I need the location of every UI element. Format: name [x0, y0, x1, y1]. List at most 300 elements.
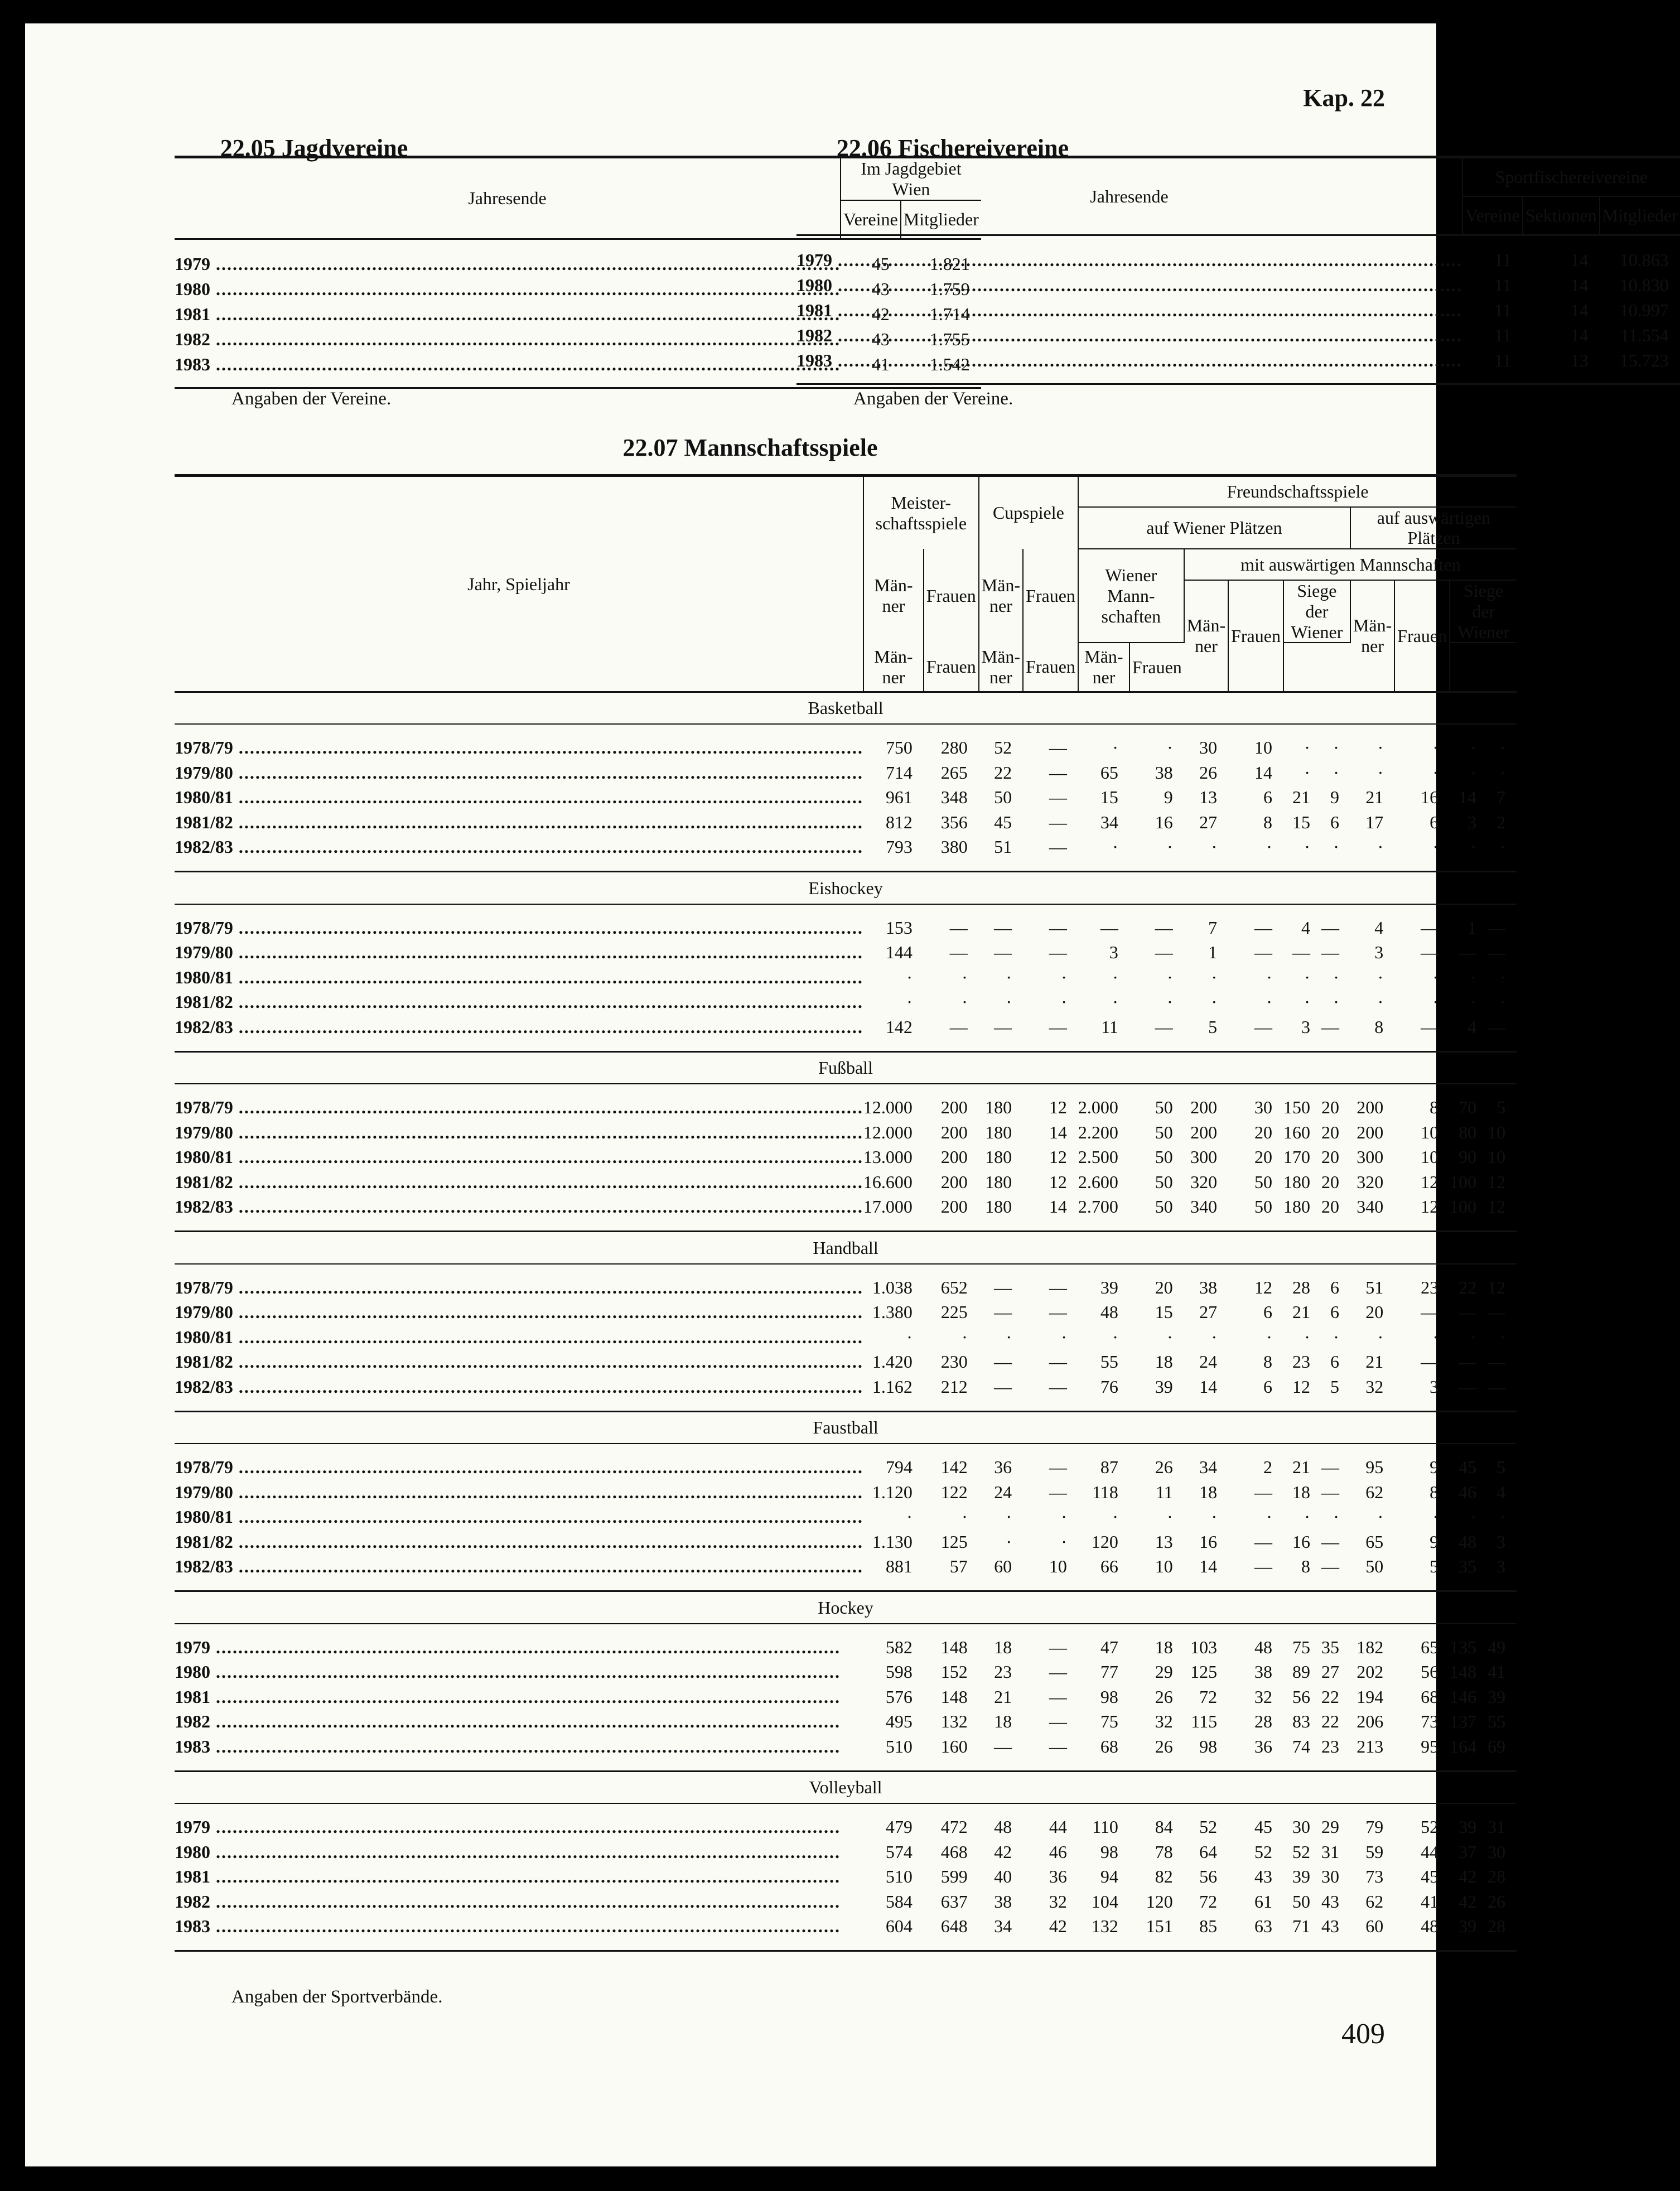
- table-cell: 77: [1100, 1662, 1118, 1682]
- table-cell: ·: [1304, 1326, 1310, 1347]
- table-cell: ·: [1167, 837, 1173, 857]
- table-cell: —: [1421, 917, 1439, 938]
- table-cell: 148: [940, 1686, 968, 1707]
- table-cell: 132: [1091, 1916, 1118, 1937]
- table-cell: ·: [906, 1326, 913, 1347]
- table-cell: 6: [1330, 1302, 1339, 1323]
- table-row: [175, 1300, 1517, 1325]
- table-cell: 11: [1494, 325, 1512, 345]
- table-cell: 5: [1430, 1556, 1439, 1577]
- table-cell: 1.821: [929, 253, 970, 274]
- table-cell: 50: [1155, 1097, 1173, 1118]
- table-cell: 14: [1570, 274, 1589, 295]
- header-maenner: Män-ner: [1184, 580, 1228, 692]
- table-cell: —: [1321, 1016, 1339, 1037]
- table-cell: 6: [1330, 1277, 1339, 1297]
- table-cell: 180: [985, 1122, 1012, 1142]
- table-cell: 142: [940, 1457, 968, 1478]
- table-cell: —: [1049, 787, 1067, 808]
- table-cell: 43: [871, 278, 890, 299]
- table-cell: ·: [1333, 737, 1339, 758]
- table-cell: 3: [1430, 1376, 1439, 1397]
- table-cell: ·: [1333, 1326, 1339, 1347]
- table-cell: 56: [1199, 1866, 1218, 1887]
- table-cell: 73: [1421, 1711, 1439, 1732]
- table-cell: 52: [1254, 1841, 1272, 1862]
- row-label: 1982 .....: [175, 1889, 863, 1914]
- header-maenner: Män-ner: [863, 643, 924, 692]
- table-cell: 38: [1155, 762, 1173, 783]
- table-cell: 26: [1199, 762, 1218, 783]
- table-cell: 45: [1421, 1866, 1439, 1887]
- table-cell: 7: [1208, 917, 1218, 938]
- table-cell: 15: [1100, 787, 1118, 808]
- table-cell: 144: [885, 942, 913, 963]
- table-cell: 122: [940, 1481, 968, 1502]
- table-cell: ·: [1112, 1326, 1118, 1347]
- table-cell: —: [1049, 1736, 1067, 1756]
- table-cell: 6: [1263, 787, 1272, 808]
- row-label: 1983 .....: [175, 352, 841, 377]
- table-cell: ·: [1499, 1326, 1506, 1347]
- table-cell: 52: [1292, 1841, 1310, 1862]
- table-cell: 80: [1459, 1122, 1477, 1142]
- section-header-row: [175, 872, 1517, 904]
- table-cell: 17.000: [863, 1196, 913, 1217]
- table-cell: 41: [1488, 1662, 1506, 1682]
- table-cell: 18: [1155, 1637, 1173, 1657]
- table-cell: 348: [940, 787, 968, 808]
- table-cell: —: [1488, 1352, 1506, 1372]
- table-cell: 16: [1199, 1531, 1218, 1552]
- row-label: 1980/81 .....: [175, 1504, 863, 1529]
- table-cell: 36: [1254, 1736, 1272, 1756]
- table-row: [796, 323, 1680, 348]
- table-cell: —: [1459, 1352, 1477, 1372]
- table-cell: 23: [1421, 1277, 1439, 1297]
- table-cell: 22: [1321, 1711, 1339, 1732]
- table-mannschaftsspiele: [175, 474, 1517, 1952]
- table-cell: —: [1049, 1016, 1067, 1037]
- table-cell: 9: [1430, 1457, 1439, 1478]
- table-cell: 7: [1496, 787, 1506, 808]
- table-cell: —: [1049, 1637, 1067, 1657]
- table-cell: 24: [994, 1481, 1012, 1502]
- table-row: [175, 834, 1517, 860]
- table-cell: 200: [940, 1171, 968, 1192]
- table-cell: 4: [1374, 917, 1384, 938]
- table-cell: 1.162: [872, 1376, 913, 1397]
- table-cell: 82: [1155, 1866, 1173, 1887]
- table-cell: 13.000: [863, 1147, 913, 1167]
- table-cell: 1.755: [929, 329, 970, 349]
- table-row: [175, 1374, 1517, 1399]
- table-cell: ·: [1167, 1326, 1173, 1347]
- table-cell: 18: [994, 1637, 1012, 1657]
- table-cell: 340: [1356, 1196, 1384, 1217]
- table-cell: ·: [1333, 992, 1339, 1012]
- table-cell: 44: [1049, 1817, 1067, 1837]
- table-cell: ·: [1266, 1326, 1272, 1347]
- table-cell: 30: [1292, 1817, 1310, 1837]
- table-cell: 10.997: [1619, 300, 1669, 320]
- table-cell: 21: [1365, 1352, 1384, 1372]
- header-frauen: Frauen: [1394, 580, 1450, 692]
- table-cell: 65: [1421, 1637, 1439, 1657]
- row-label: 1980 .....: [175, 1840, 863, 1865]
- table-cell: 6: [1330, 1352, 1339, 1372]
- table-cell: ·: [1304, 992, 1310, 1012]
- source-note-sportverbaende: Angaben der Sportverbände.: [231, 1987, 443, 2007]
- table-cell: 12: [1049, 1097, 1067, 1118]
- section-title: Handball: [813, 1237, 878, 1258]
- row-label: 1979 .....: [175, 1814, 863, 1840]
- table-cell: ·: [1470, 837, 1477, 857]
- table-cell: 12: [1488, 1277, 1506, 1297]
- header-siege-der-wiener: Siege der Wiener: [1283, 580, 1350, 643]
- table-cell: 1.542: [929, 354, 970, 374]
- table-cell: 34: [1199, 1457, 1218, 1478]
- table-cell: —: [1254, 1481, 1272, 1502]
- table-cell: 75: [1292, 1637, 1310, 1657]
- table-cell: 61: [1254, 1891, 1272, 1912]
- table-cell: ·: [1333, 762, 1339, 783]
- header-freundschaftsspiele: Freundschaftsspiele: [1078, 476, 1517, 507]
- table-cell: 36: [994, 1457, 1012, 1478]
- table-row: [175, 1709, 1517, 1734]
- table-cell: 1.759: [929, 278, 970, 299]
- table-cell: ·: [1377, 737, 1384, 758]
- table-cell: 576: [885, 1686, 913, 1707]
- table-cell: ·: [1499, 837, 1506, 857]
- table-cell: —: [1459, 942, 1477, 963]
- table-cell: 32: [1254, 1686, 1272, 1707]
- table-cell: ·: [1470, 967, 1477, 987]
- table-cell: ·: [1432, 967, 1439, 987]
- table-cell: 356: [940, 812, 968, 832]
- table-cell: 180: [1283, 1171, 1310, 1192]
- header-vereine: Vereine: [841, 200, 901, 239]
- table-cell: 4: [1467, 1016, 1477, 1037]
- table-cell: 46: [1459, 1481, 1477, 1502]
- table-cell: 94: [1100, 1866, 1118, 1887]
- table-cell: 66: [1100, 1556, 1118, 1577]
- table-cell: 50: [1155, 1171, 1173, 1192]
- row-label: 1981/82 .....: [175, 1349, 863, 1374]
- header-jahresende: Jahresende: [796, 157, 1462, 235]
- table-cell: 68: [1421, 1686, 1439, 1707]
- table-cell: 42: [1049, 1916, 1067, 1937]
- table-cell: 50: [1155, 1196, 1173, 1217]
- table-cell: ·: [1112, 992, 1118, 1012]
- table-row: [175, 1734, 1517, 1759]
- row-label: 1981/82 .....: [175, 1170, 863, 1195]
- table-cell: —: [1488, 1376, 1506, 1397]
- table-cell: 30: [1321, 1866, 1339, 1887]
- row-label: 1978/79 .....: [175, 1275, 863, 1300]
- table-cell: 21: [1365, 787, 1384, 808]
- table-cell: ·: [1167, 992, 1173, 1012]
- table-cell: ·: [1499, 762, 1506, 783]
- row-label: 1982 .....: [175, 1709, 863, 1734]
- table-cell: 6: [1263, 1302, 1272, 1323]
- table-cell: 5: [1496, 1097, 1506, 1118]
- table-cell: 21: [1292, 787, 1310, 808]
- table-cell: ·: [1006, 992, 1012, 1012]
- table-cell: 182: [1356, 1637, 1384, 1657]
- table-cell: 2.600: [1078, 1171, 1118, 1192]
- header-maenner: Män-ner: [979, 643, 1023, 692]
- row-label: 1979 .....: [175, 252, 841, 277]
- table-cell: 50: [1292, 1891, 1310, 1912]
- table-cell: —: [1321, 1457, 1339, 1478]
- table-cell: 89: [1292, 1662, 1310, 1682]
- table-cell: 2: [1496, 812, 1506, 832]
- table-cell: 15: [1292, 812, 1310, 832]
- table-row: [175, 990, 1517, 1015]
- table-cell: 39: [1100, 1277, 1118, 1297]
- table-cell: 64: [1199, 1841, 1218, 1862]
- table-cell: —: [1155, 1016, 1173, 1037]
- table-cell: 150: [1283, 1097, 1310, 1118]
- table-cell: 12: [1049, 1171, 1067, 1192]
- table-cell: —: [1049, 1352, 1067, 1372]
- table-cell: 14: [1570, 249, 1589, 270]
- table-cell: 648: [940, 1916, 968, 1937]
- table-cell: 6: [1263, 1376, 1272, 1397]
- table-cell: 14: [1199, 1376, 1218, 1397]
- section-title: Hockey: [818, 1597, 873, 1618]
- table-cell: 582: [885, 1637, 913, 1657]
- table-cell: 10: [1488, 1147, 1506, 1167]
- table-cell: 18: [1155, 1352, 1173, 1372]
- header-siege-der-wiener: Siege der Wiener: [1450, 580, 1517, 643]
- header-mit-auswaertigen-mannschaften: mit auswärtigen Mannschaften: [1184, 549, 1517, 580]
- table-row: [175, 1864, 1517, 1889]
- table-row: [175, 1095, 1517, 1120]
- table-cell: 479: [885, 1817, 913, 1837]
- table-cell: 13: [1570, 350, 1589, 370]
- table-cell: 637: [940, 1891, 968, 1912]
- table-row: [175, 785, 1517, 810]
- table-cell: ·: [1333, 1507, 1339, 1527]
- table-cell: 65: [1100, 762, 1118, 783]
- table-cell: 42: [994, 1841, 1012, 1862]
- table-cell: ·: [1377, 1326, 1384, 1347]
- table-cell: —: [1049, 1711, 1067, 1732]
- table-cell: 103: [1190, 1637, 1218, 1657]
- table-cell: 200: [1356, 1097, 1384, 1118]
- table-cell: 202: [1356, 1662, 1384, 1682]
- table-cell: 28: [1488, 1916, 1506, 1937]
- table-cell: 200: [1190, 1097, 1218, 1118]
- table-cell: 52: [1199, 1817, 1218, 1837]
- table-cell: 56: [1421, 1662, 1439, 1682]
- table-cell: 47: [1100, 1637, 1118, 1657]
- header-frauen: Frauen: [924, 549, 979, 643]
- table-cell: 62: [1365, 1891, 1384, 1912]
- table-cell: 10: [1254, 737, 1272, 758]
- section-title: Faustball: [813, 1417, 878, 1438]
- table-row: [796, 348, 1680, 373]
- table-cell: 68: [1100, 1736, 1118, 1756]
- table-cell: 50: [1254, 1171, 1272, 1192]
- table-cell: 104: [1091, 1891, 1118, 1912]
- row-label: 1982/83 .....: [175, 1374, 863, 1399]
- table-row: [175, 1145, 1517, 1170]
- table-cell: 1.714: [929, 303, 970, 324]
- table-cell: 3: [1109, 942, 1118, 963]
- table-cell: —: [1459, 1302, 1477, 1323]
- row-label: 1982/83 .....: [175, 834, 863, 860]
- row-label: 1978/79 .....: [175, 1095, 863, 1120]
- table-cell: —: [1049, 1277, 1067, 1297]
- table-cell: 39: [1459, 1916, 1477, 1937]
- row-label: 1980 .....: [175, 277, 841, 302]
- table-row: [175, 1659, 1517, 1685]
- table-cell: 300: [1190, 1147, 1218, 1167]
- table-cell: ·: [1006, 967, 1012, 987]
- table-title-jagdvereine: 22.05 Jagdvereine: [220, 134, 408, 162]
- table-row: [175, 1814, 1517, 1840]
- table-cell: 8: [1430, 1097, 1439, 1118]
- table-title-mannschaftsspiele: 22.07 Mannschaftsspiele: [622, 434, 878, 461]
- table-cell: 8: [1263, 812, 1272, 832]
- table-cell: —: [1155, 917, 1173, 938]
- table-cell: 41: [871, 354, 890, 374]
- header-maenner: Män-ner: [979, 549, 1023, 643]
- source-note-jagdvereine: Angaben der Vereine.: [231, 389, 392, 409]
- row-label: 1981/82 .....: [175, 810, 863, 835]
- table-cell: 10: [1421, 1122, 1439, 1142]
- table-cell: 213: [1356, 1736, 1384, 1756]
- header-mitglieder: Mitglieder: [1602, 205, 1678, 225]
- header-mitglieder: Mitglieder: [903, 209, 979, 229]
- table-cell: —: [1321, 1556, 1339, 1577]
- table-cell: 5: [1496, 1457, 1506, 1478]
- table-cell: 1.038: [872, 1277, 913, 1297]
- header-sportfischereivereine: Sportfischereivereine: [1462, 157, 1680, 196]
- table-cell: 151: [1146, 1916, 1173, 1937]
- table-cell: 11: [1494, 350, 1512, 370]
- table-cell: ·: [1499, 1507, 1506, 1527]
- table-cell: 20: [1321, 1097, 1339, 1118]
- header-frauen: Frauen: [1023, 643, 1078, 692]
- table-cell: 27: [1199, 812, 1218, 832]
- table-cell: 12.000: [863, 1097, 913, 1118]
- section-header-row: [175, 1411, 1517, 1444]
- table-cell: 132: [940, 1711, 968, 1732]
- table-cell: ·: [1304, 1507, 1310, 1527]
- table-cell: ·: [1333, 837, 1339, 857]
- table-cell: 43: [1321, 1891, 1339, 1912]
- row-label: 1981/82 .....: [175, 1529, 863, 1555]
- table-cell: 6: [1430, 812, 1439, 832]
- table-cell: 225: [940, 1302, 968, 1323]
- table-cell: —: [1321, 917, 1339, 938]
- row-label: 1980/81 .....: [175, 965, 863, 990]
- table-cell: 44: [1421, 1841, 1439, 1862]
- table-cell: ·: [1432, 1507, 1439, 1527]
- table-cell: 17: [1365, 812, 1384, 832]
- table-cell: 6: [1330, 812, 1339, 832]
- table-cell: ·: [962, 967, 968, 987]
- table-cell: 300: [1356, 1147, 1384, 1167]
- table-cell: ·: [1377, 1507, 1384, 1527]
- table-cell: 45: [1254, 1817, 1272, 1837]
- table-cell: 46: [1049, 1841, 1067, 1862]
- table-cell: 18: [1292, 1481, 1310, 1502]
- table-cell: 200: [940, 1122, 968, 1142]
- table-row: [175, 735, 1517, 760]
- table-cell: 30: [1488, 1841, 1506, 1862]
- table-cell: 20: [1321, 1171, 1339, 1192]
- table-cell: ·: [1061, 992, 1067, 1012]
- table-cell: 40: [994, 1866, 1012, 1887]
- table-cell: —: [1049, 917, 1067, 938]
- table-cell: ·: [962, 992, 968, 1012]
- header-frauen: Frauen: [1023, 549, 1078, 643]
- table-cell: 62: [1365, 1481, 1384, 1502]
- table-cell: 11: [1494, 274, 1512, 295]
- table-cell: 65: [1365, 1531, 1384, 1552]
- table-cell: 43: [1254, 1866, 1272, 1887]
- table-cell: 11: [1494, 300, 1512, 320]
- table-cell: 11: [1155, 1481, 1173, 1502]
- table-cell: 750: [885, 737, 913, 758]
- table-cell: 598: [885, 1662, 913, 1682]
- table-cell: 14: [1199, 1556, 1218, 1577]
- table-cell: 28: [1488, 1866, 1506, 1887]
- table-cell: 28: [1292, 1277, 1310, 1297]
- table-cell: ·: [1061, 967, 1067, 987]
- table-cell: —: [1421, 1352, 1439, 1372]
- table-row: [175, 1504, 1517, 1529]
- table-cell: 22: [994, 762, 1012, 783]
- table-cell: —: [949, 1016, 968, 1037]
- table-cell: —: [994, 917, 1012, 938]
- table-cell: 28: [1254, 1711, 1272, 1732]
- table-row: [796, 298, 1680, 323]
- table-row: [175, 915, 1517, 940]
- table-cell: 14: [1049, 1122, 1067, 1142]
- table-cell: —: [1488, 917, 1506, 938]
- table-cell: 15.723: [1619, 350, 1669, 370]
- table-cell: 59: [1365, 1841, 1384, 1862]
- table-cell: 200: [940, 1097, 968, 1118]
- table-cell: ·: [1061, 1326, 1067, 1347]
- table-cell: ·: [1470, 1326, 1477, 1347]
- table-cell: 36: [1049, 1866, 1067, 1887]
- table-cell: 265: [940, 762, 968, 783]
- table-cell: ·: [1006, 1507, 1012, 1527]
- table-cell: ·: [1112, 737, 1118, 758]
- table-cell: ·: [1432, 992, 1439, 1012]
- table-cell: 20: [1155, 1277, 1173, 1297]
- row-label: 1982/83 .....: [175, 1015, 863, 1040]
- table-cell: 10: [1421, 1147, 1439, 1167]
- table-cell: 14: [1049, 1196, 1067, 1217]
- table-row: [175, 1349, 1517, 1374]
- table-cell: 100: [1450, 1196, 1477, 1217]
- table-cell: 43: [1321, 1916, 1339, 1937]
- table-cell: ·: [1432, 737, 1439, 758]
- table-row: [175, 1529, 1517, 1555]
- table-cell: ·: [1061, 1531, 1067, 1552]
- table-cell: 34: [994, 1916, 1012, 1937]
- table-cell: 14: [1459, 787, 1477, 808]
- table-cell: 3: [1374, 942, 1384, 963]
